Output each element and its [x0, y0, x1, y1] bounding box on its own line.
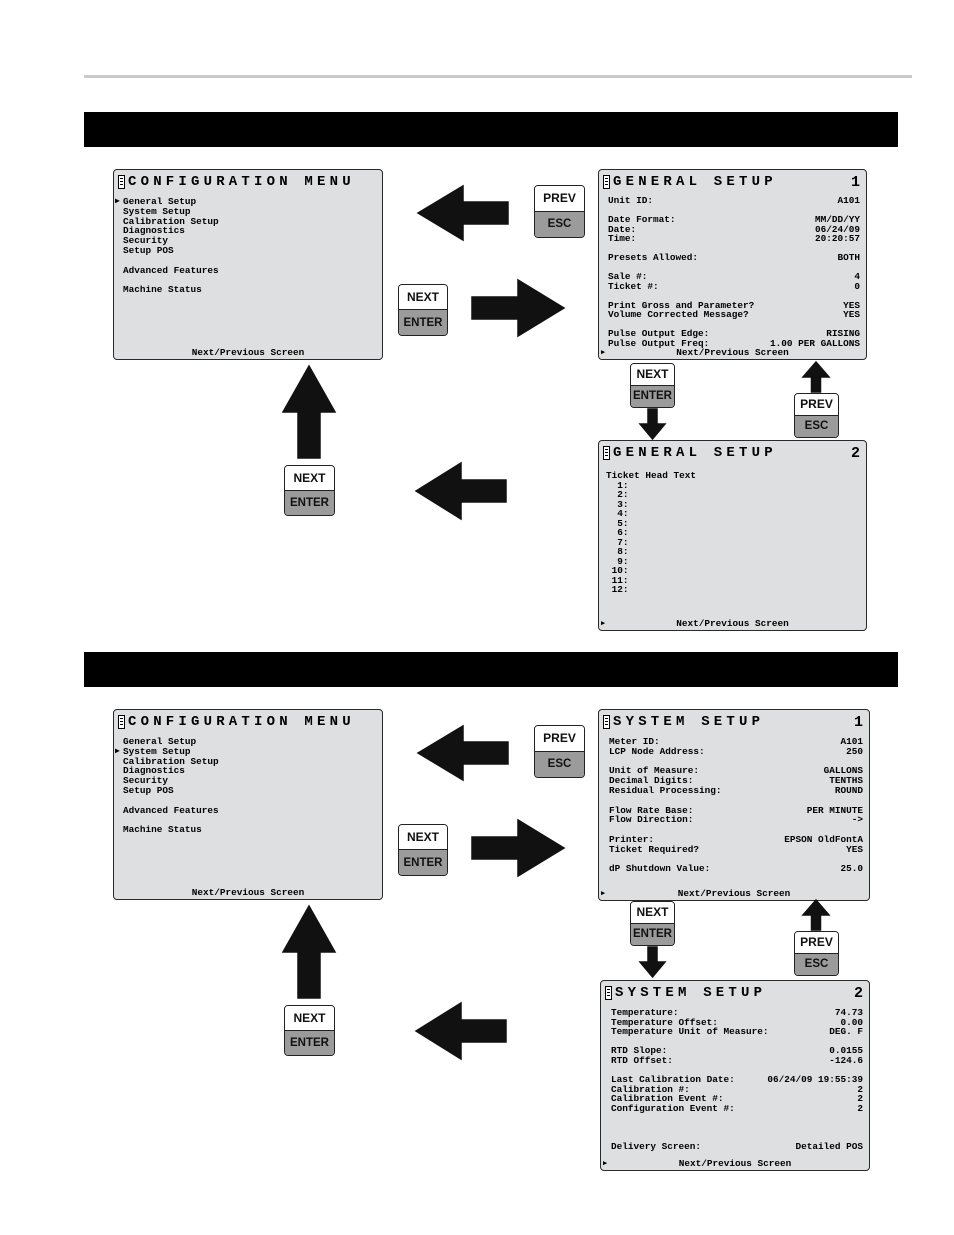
scroll-indicator-icon: ▶ [603, 1160, 608, 1168]
setting-row[interactable] [606, 547, 860, 557]
backlight-icon [603, 175, 610, 189]
setting-label: 9: [606, 555, 629, 567]
key-top-label: PREV [795, 932, 838, 954]
setting-label: Calibration #: [611, 1083, 690, 1095]
setting-label: 11: [606, 574, 629, 586]
setting-label: Pulse Output Edge: [608, 328, 710, 339]
arrow-up-icon [803, 362, 829, 392]
setting-value: DEG. F [829, 1026, 863, 1038]
setting-label: 12: [606, 584, 629, 595]
setting-label: Flow Direction: [609, 814, 694, 826]
setting-label: 3: [606, 498, 629, 510]
setting-row[interactable] [606, 566, 860, 576]
arrow-right-icon [472, 820, 564, 876]
screen-title [605, 984, 863, 1002]
setting-label: Temperature Unit of Measure: [611, 1026, 769, 1038]
setting-label: Unit ID: [608, 195, 654, 206]
key-bottom-label: ESC [795, 416, 838, 438]
key-top-label: PREV [795, 394, 838, 416]
setting-value: YES [843, 309, 860, 320]
screen-title-text: CONFIGURATION MENU [128, 174, 355, 190]
setting-label: 4: [606, 508, 629, 519]
arrow-left-icon [418, 186, 508, 240]
key-bottom-label: ENTER [631, 386, 674, 408]
setting-row[interactable] [608, 196, 860, 206]
setting-row[interactable] [606, 519, 860, 529]
screen-footer: Next/Previous Screen [676, 618, 789, 629]
setting-value: 2 [857, 1083, 863, 1095]
setting-value: 2 [857, 1093, 863, 1105]
setting-row[interactable] [609, 864, 863, 874]
setting-value: A101 [837, 195, 860, 206]
next-enter-key[interactable] [630, 901, 675, 946]
setting-value: RISING [826, 328, 860, 339]
key-bottom-label: ESC [795, 954, 838, 976]
key-top-label: NEXT [285, 1006, 334, 1031]
menu-item-label: System Setup [123, 205, 191, 217]
setting-value: 0.00 [840, 1016, 863, 1028]
setting-row[interactable] [609, 815, 863, 825]
setting-value: 06/24/09 19:55:39 [767, 1074, 863, 1086]
arrow-down-icon [640, 409, 665, 439]
menu-item-label: Machine Status [123, 284, 202, 296]
setting-value: ROUND [834, 785, 863, 796]
setting-value: -124.6 [829, 1055, 863, 1066]
setting-value: 250 [846, 745, 863, 757]
key-bottom-label: ESC [535, 212, 584, 238]
menu-item-label: Diagnostics [123, 765, 185, 777]
setting-label: Meter ID: [609, 736, 660, 747]
setting-row[interactable] [609, 747, 863, 757]
setting-row[interactable] [606, 471, 860, 481]
setting-label: Print Gross and Parameter? [608, 299, 755, 311]
setting-label: 2: [606, 489, 629, 500]
setting-label: Ticket Required? [609, 843, 700, 855]
key-bottom-label: ENTER [285, 1031, 334, 1056]
backlight-icon [603, 715, 610, 729]
setting-label: Pulse Output Freq: [608, 337, 710, 349]
menu-item-label: Advanced Features [123, 264, 219, 276]
arrow-right-icon [472, 280, 564, 336]
menu-item[interactable] [123, 285, 376, 295]
key-top-label: PREV [535, 726, 584, 752]
setting-value: PER MINUTE [806, 804, 863, 816]
setting-row[interactable] [606, 509, 860, 519]
setting-value: 25.0 [840, 863, 863, 875]
key-top-label: NEXT [631, 902, 674, 924]
menu-item-label: Security [123, 775, 169, 787]
prev-esc-key[interactable] [534, 185, 585, 238]
screen-page-number: 2 [853, 984, 863, 1002]
setting-value: 20:20:57 [814, 233, 860, 244]
key-top-label: NEXT [285, 466, 334, 491]
setting-row[interactable] [606, 500, 860, 510]
selection-cursor-icon: ▶ [115, 746, 120, 756]
menu-item-label: Setup POS [123, 785, 174, 796]
key-bottom-label: ESC [535, 752, 584, 778]
prev-esc-key[interactable] [534, 725, 585, 778]
key-bottom-label: ENTER [399, 850, 447, 875]
arrow-left-icon [416, 463, 506, 519]
screen-title [118, 713, 376, 731]
setting-row[interactable] [609, 845, 863, 855]
setting-value: 1.00 PER GALLONS [769, 337, 860, 349]
arrow-up-icon [283, 366, 335, 458]
screen-page-number: 1 [853, 713, 863, 731]
setting-label: Date Format: [608, 214, 676, 225]
screen-page-number: 1 [850, 173, 860, 191]
screen-title-text: SYSTEM SETUP [613, 714, 765, 730]
setting-label: Flow Rate Base: [609, 804, 694, 816]
top-rule [84, 75, 912, 78]
screen-title [603, 713, 863, 731]
next-enter-key[interactable] [284, 465, 335, 516]
configuration-menu-screen [113, 709, 383, 900]
setup-screen-page-2 [598, 440, 867, 631]
arrow-up-icon [283, 906, 335, 998]
setting-row[interactable] [606, 538, 860, 548]
setting-label: Temperature: [611, 1007, 679, 1018]
next-enter-key[interactable] [398, 824, 448, 876]
backlight-icon [603, 446, 610, 460]
setting-row[interactable] [611, 1104, 863, 1114]
setting-label: Calibration Event #: [611, 1093, 724, 1105]
setup-screen-page-1 [598, 169, 867, 360]
menu-item[interactable] [123, 806, 376, 816]
setting-value: EPSON OldFontA [784, 834, 863, 845]
menu-item-label: Machine Status [123, 824, 202, 836]
setting-value: 2 [857, 1103, 863, 1114]
setting-value: 0.0155 [829, 1045, 863, 1057]
next-enter-key[interactable] [398, 284, 448, 336]
setting-label: Delivery Screen: [611, 1141, 702, 1153]
setting-value: Detailed POS [795, 1141, 863, 1153]
setting-label: 5: [606, 517, 629, 529]
backlight-icon [118, 715, 125, 729]
setting-value: 06/24/09 [814, 223, 860, 235]
setting-row[interactable] [606, 528, 860, 538]
setting-row[interactable] [606, 557, 860, 567]
setting-value: BOTH [837, 252, 860, 263]
setting-value: 74.73 [834, 1007, 863, 1018]
menu-item-label: Diagnostics [123, 225, 185, 237]
setting-label: Sale #: [608, 271, 648, 282]
key-bottom-label: ENTER [631, 924, 674, 946]
setting-label: RTD Slope: [611, 1045, 668, 1057]
setup-screen-page-2 [600, 980, 870, 1171]
setting-value: -> [851, 814, 863, 826]
scroll-indicator-icon: ▶ [601, 349, 606, 357]
screen-footer: Next/Previous Screen [678, 1158, 792, 1169]
menu-item-label: Calibration Setup [123, 215, 219, 227]
setting-label: Residual Processing: [609, 785, 722, 796]
screen-footer: Next/Previous Screen [677, 888, 791, 899]
next-enter-key[interactable] [284, 1005, 335, 1056]
setting-row[interactable] [608, 310, 860, 320]
arrow-up-icon [803, 900, 829, 930]
setting-row[interactable] [608, 282, 860, 292]
setup-screen-page-1 [598, 709, 870, 901]
setting-row[interactable] [606, 481, 860, 491]
menu-item-label: Security [123, 235, 169, 247]
prev-esc-key[interactable] [794, 393, 839, 438]
setting-label: Ticket #: [608, 280, 659, 292]
screen-title-text: CONFIGURATION MENU [128, 714, 355, 730]
setting-label: Decimal Digits: [609, 775, 694, 787]
setting-value: GALLONS [823, 765, 863, 777]
screen-title-text: GENERAL SETUP [613, 445, 777, 461]
arrow-left-icon [418, 726, 508, 780]
setting-value: YES [846, 843, 863, 855]
setting-value: A101 [840, 736, 863, 747]
menu-item[interactable] [123, 246, 376, 256]
setting-label: Unit of Measure: [609, 765, 700, 777]
setting-row[interactable] [608, 234, 860, 244]
selection-cursor-icon: ▶ [115, 197, 120, 206]
screen-title [603, 173, 860, 191]
setting-label: Printer: [609, 834, 655, 845]
screen-page-number: 2 [850, 444, 860, 462]
setting-label: RTD Offset: [611, 1055, 673, 1066]
backlight-icon [605, 986, 612, 1000]
menu-item-label: Setup POS [123, 245, 174, 256]
setting-label: Configuration Event #: [611, 1103, 735, 1114]
setting-row[interactable] [606, 490, 860, 500]
setting-label: 8: [606, 546, 629, 557]
screen-title [118, 173, 376, 191]
section-header-bar [84, 652, 898, 687]
screen-title-text: GENERAL SETUP [613, 174, 777, 190]
setting-value: 0 [854, 280, 860, 292]
menu-item-label: Calibration Setup [123, 755, 219, 767]
section-header-bar [84, 112, 898, 147]
screen-footer: Next/Previous Screen [191, 887, 305, 898]
setting-label: 6: [606, 527, 629, 538]
setting-row[interactable] [611, 1142, 863, 1152]
key-bottom-label: ENTER [399, 310, 447, 335]
setting-label: Ticket Head Text [606, 470, 697, 481]
scroll-indicator-icon: ▶ [601, 620, 606, 628]
screen-footer: Next/Previous Screen [676, 347, 789, 358]
menu-item-label: Advanced Features [123, 804, 219, 816]
setting-row[interactable] [611, 1056, 863, 1066]
setting-value: MM/DD/YY [814, 214, 860, 225]
key-bottom-label: ENTER [285, 491, 334, 516]
setting-label: 1: [606, 479, 629, 491]
arrow-down-icon [640, 947, 665, 977]
scroll-indicator-icon: ▶ [601, 890, 606, 898]
prev-esc-key[interactable] [794, 931, 839, 976]
setting-label: LCP Node Address: [609, 745, 705, 757]
setting-row[interactable] [609, 786, 863, 796]
setting-label: 10: [606, 565, 629, 576]
menu-item[interactable] [123, 786, 376, 796]
key-top-label: PREV [535, 186, 584, 212]
setting-row[interactable] [611, 1027, 863, 1037]
setting-value: TENTHS [829, 775, 863, 787]
setting-value: YES [843, 299, 860, 311]
setting-label: dP Shutdown Value: [609, 863, 711, 875]
arrow-left-icon [416, 1003, 506, 1059]
setting-label: Date: [608, 223, 637, 235]
key-top-label: NEXT [399, 285, 447, 310]
screen-title [603, 444, 860, 462]
menu-item[interactable] [123, 825, 376, 835]
setting-row[interactable] [606, 585, 860, 595]
setting-label: Time: [608, 233, 637, 244]
key-top-label: NEXT [399, 825, 447, 850]
menu-item[interactable] [123, 266, 376, 276]
menu-item-label: System Setup [123, 745, 191, 757]
screen-title-text: SYSTEM SETUP [615, 985, 767, 1001]
menu-item-label: General Setup [123, 736, 197, 747]
setting-value: 4 [854, 271, 860, 282]
screen-footer: Next/Previous Screen [191, 347, 305, 358]
setting-label: Last Calibration Date: [611, 1074, 735, 1086]
menu-item-label: General Setup [123, 196, 197, 207]
setting-label: Presets Allowed: [608, 252, 699, 263]
setting-label: Temperature Offset: [611, 1016, 718, 1028]
setting-label: Volume Corrected Message? [608, 309, 749, 320]
setting-label: 7: [606, 536, 629, 548]
key-top-label: NEXT [631, 364, 674, 386]
setting-row[interactable] [608, 253, 860, 263]
next-enter-key[interactable] [630, 363, 675, 408]
configuration-menu-screen [113, 169, 383, 360]
backlight-icon [118, 175, 125, 189]
setting-row[interactable] [606, 576, 860, 586]
